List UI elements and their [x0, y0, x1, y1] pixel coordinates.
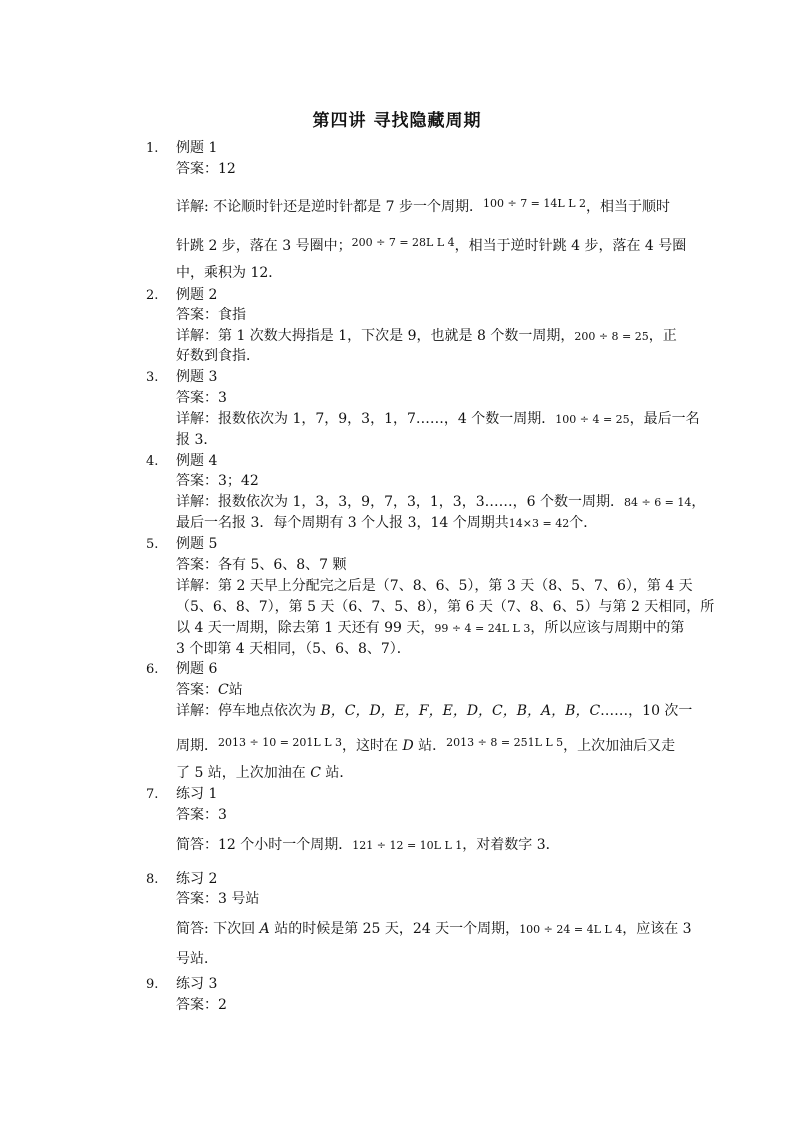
item-number: 8. [146, 872, 159, 887]
explanation-line: 周期．$^{2013 \div 10 = 201L L 3}$，这时在 D 站．$^{2013 \div 8 = 251L L 5}$，上次加油后又走 [176, 736, 676, 754]
formula: 100 ÷ 24 = 4L L 4 [519, 923, 623, 936]
formula: 99 ÷ 4 = 24L L 3 [434, 622, 531, 635]
item-heading: 练习 2 [176, 871, 218, 887]
answer-line: 答案：食指 [176, 307, 246, 323]
explanation-line: 最后一名报 3．每个周期有 3 个人报 3，14 个周期共14×3 = 42个． [176, 515, 598, 531]
answer-line: 答案：3 [176, 390, 227, 406]
explanation-line: 中，乘积为 12． [176, 265, 283, 281]
item-heading: 例题 2 [176, 287, 218, 303]
answer-line: 答案：3 [176, 807, 227, 823]
formula: 84 ÷ 6 = 14 [623, 496, 692, 509]
formula: 200 ÷ 7 = 28L L 4 [351, 236, 455, 249]
formula: 2013 ÷ 8 = 251L L 5 [446, 736, 564, 749]
explanation-line: 报 3． [176, 432, 218, 448]
explanation-line: 针跳 2 步，落在 3 号圈中；$^{200 \div 7 = 28L L 4}$，相当于逆时针跳 4 步，落在 4 号圈 [176, 236, 687, 254]
explanation-line: 好数到食指． [176, 348, 260, 364]
item-heading: 练习 3 [176, 976, 218, 992]
item-heading: 例题 4 [176, 453, 218, 469]
explanation-line: 以 4 天一周期，除去第 1 天还有 99 天，99 ÷ 4 = 24L L 3，所以应该与周期中的第 [176, 620, 685, 636]
item-number: 9. [146, 977, 159, 992]
formula: 2013 ÷ 10 = 201L L 3 [218, 736, 343, 749]
explanation-line: （5、6、8、7），第 5 天（6、7、5、8），第 6 天（7、8、6、5）与第 2 天相同，所 [176, 599, 715, 615]
explanation-line: 了 5 站，上次加油在 C 站． [176, 765, 354, 781]
answer-line: 答案：12 [176, 161, 236, 177]
answer-line: 答案：C站 [176, 682, 243, 698]
formula: 100 ÷ 4 = 25 [555, 413, 630, 426]
page-title: 第四讲 寻找隐藏周期 [312, 111, 482, 131]
explanation-line: 详解：第 1 次数大拇指是 1，下次是 9，也就是 8 个数一周期，200 ÷ 8 = 25，正 [176, 328, 677, 344]
item-heading: 例题 5 [176, 536, 218, 552]
explanation-line: 简答: 下次回 A 站的时候是第 25 天，24 天一个周期，100 ÷ 24 = 4L L 4，应该在 3 [176, 921, 692, 937]
formula: 14×3 = 42 [508, 517, 570, 530]
item-number: 3. [146, 370, 159, 385]
item-number: 6. [146, 662, 159, 677]
formula: 121 ÷ 12 = 10L L 1 [352, 839, 463, 852]
item-heading: 例题 1 [176, 140, 218, 156]
item-heading: 练习 1 [176, 786, 218, 802]
item-heading: 例题 3 [176, 369, 218, 385]
item-number: 7. [146, 787, 159, 802]
station-sequence: B，C，D，E，F，E，D，C，B，A，B，C [320, 703, 601, 719]
explanation-line: 详解：报数依次为 1，7，9，3，1，7……，4 个数一周期．100 ÷ 4 = 25，最后一名 [176, 411, 700, 427]
item-number: 2. [146, 288, 159, 303]
explanation-line: 号站． [176, 951, 218, 967]
formula: 100 ÷ 7 = 14L L 2 [482, 197, 586, 210]
answer-line: 答案：各有 5、6、8、7 颗 [176, 557, 347, 573]
explanation-line: 详解：第 2 天早上分配完之后是（7、8、6、5），第 3 天（8、5、7、6），第 4 天 [176, 578, 693, 594]
formula: 200 ÷ 8 = 25 [574, 330, 649, 343]
item-heading: 例题 6 [176, 661, 218, 677]
item-number: 1. [146, 141, 159, 156]
explanation-line: 详解: 不论顺时针还是逆时针都是 7 步一个周期．$^{100 \div 7 = 14L L 2}$，相当于顺时 [176, 197, 670, 215]
answer-line: 答案：3；42 [176, 473, 259, 489]
explanation-line: 3 个即第 4 天相同，（5、6、8、7）． [176, 641, 411, 657]
answer-line: 答案：2 [176, 997, 227, 1013]
explanation-line: 详解：报数依次为 1，3，3，9，7，3，1，3，3……，6 个数一周期．84 ÷ 6 = 14， [176, 494, 706, 510]
explanation-line: 详解：停车地点依次为 B，C，D，E，F，E，D，C，B，A，B，C……，10 次一 [176, 703, 693, 719]
explanation-line: 简答：12 个小时一个周期．121 ÷ 12 = 10L L 1，对着数字 3． [176, 837, 560, 853]
item-number: 5. [146, 537, 159, 552]
item-number: 4. [146, 454, 159, 469]
answer-line: 答案：3 号站 [176, 891, 260, 907]
